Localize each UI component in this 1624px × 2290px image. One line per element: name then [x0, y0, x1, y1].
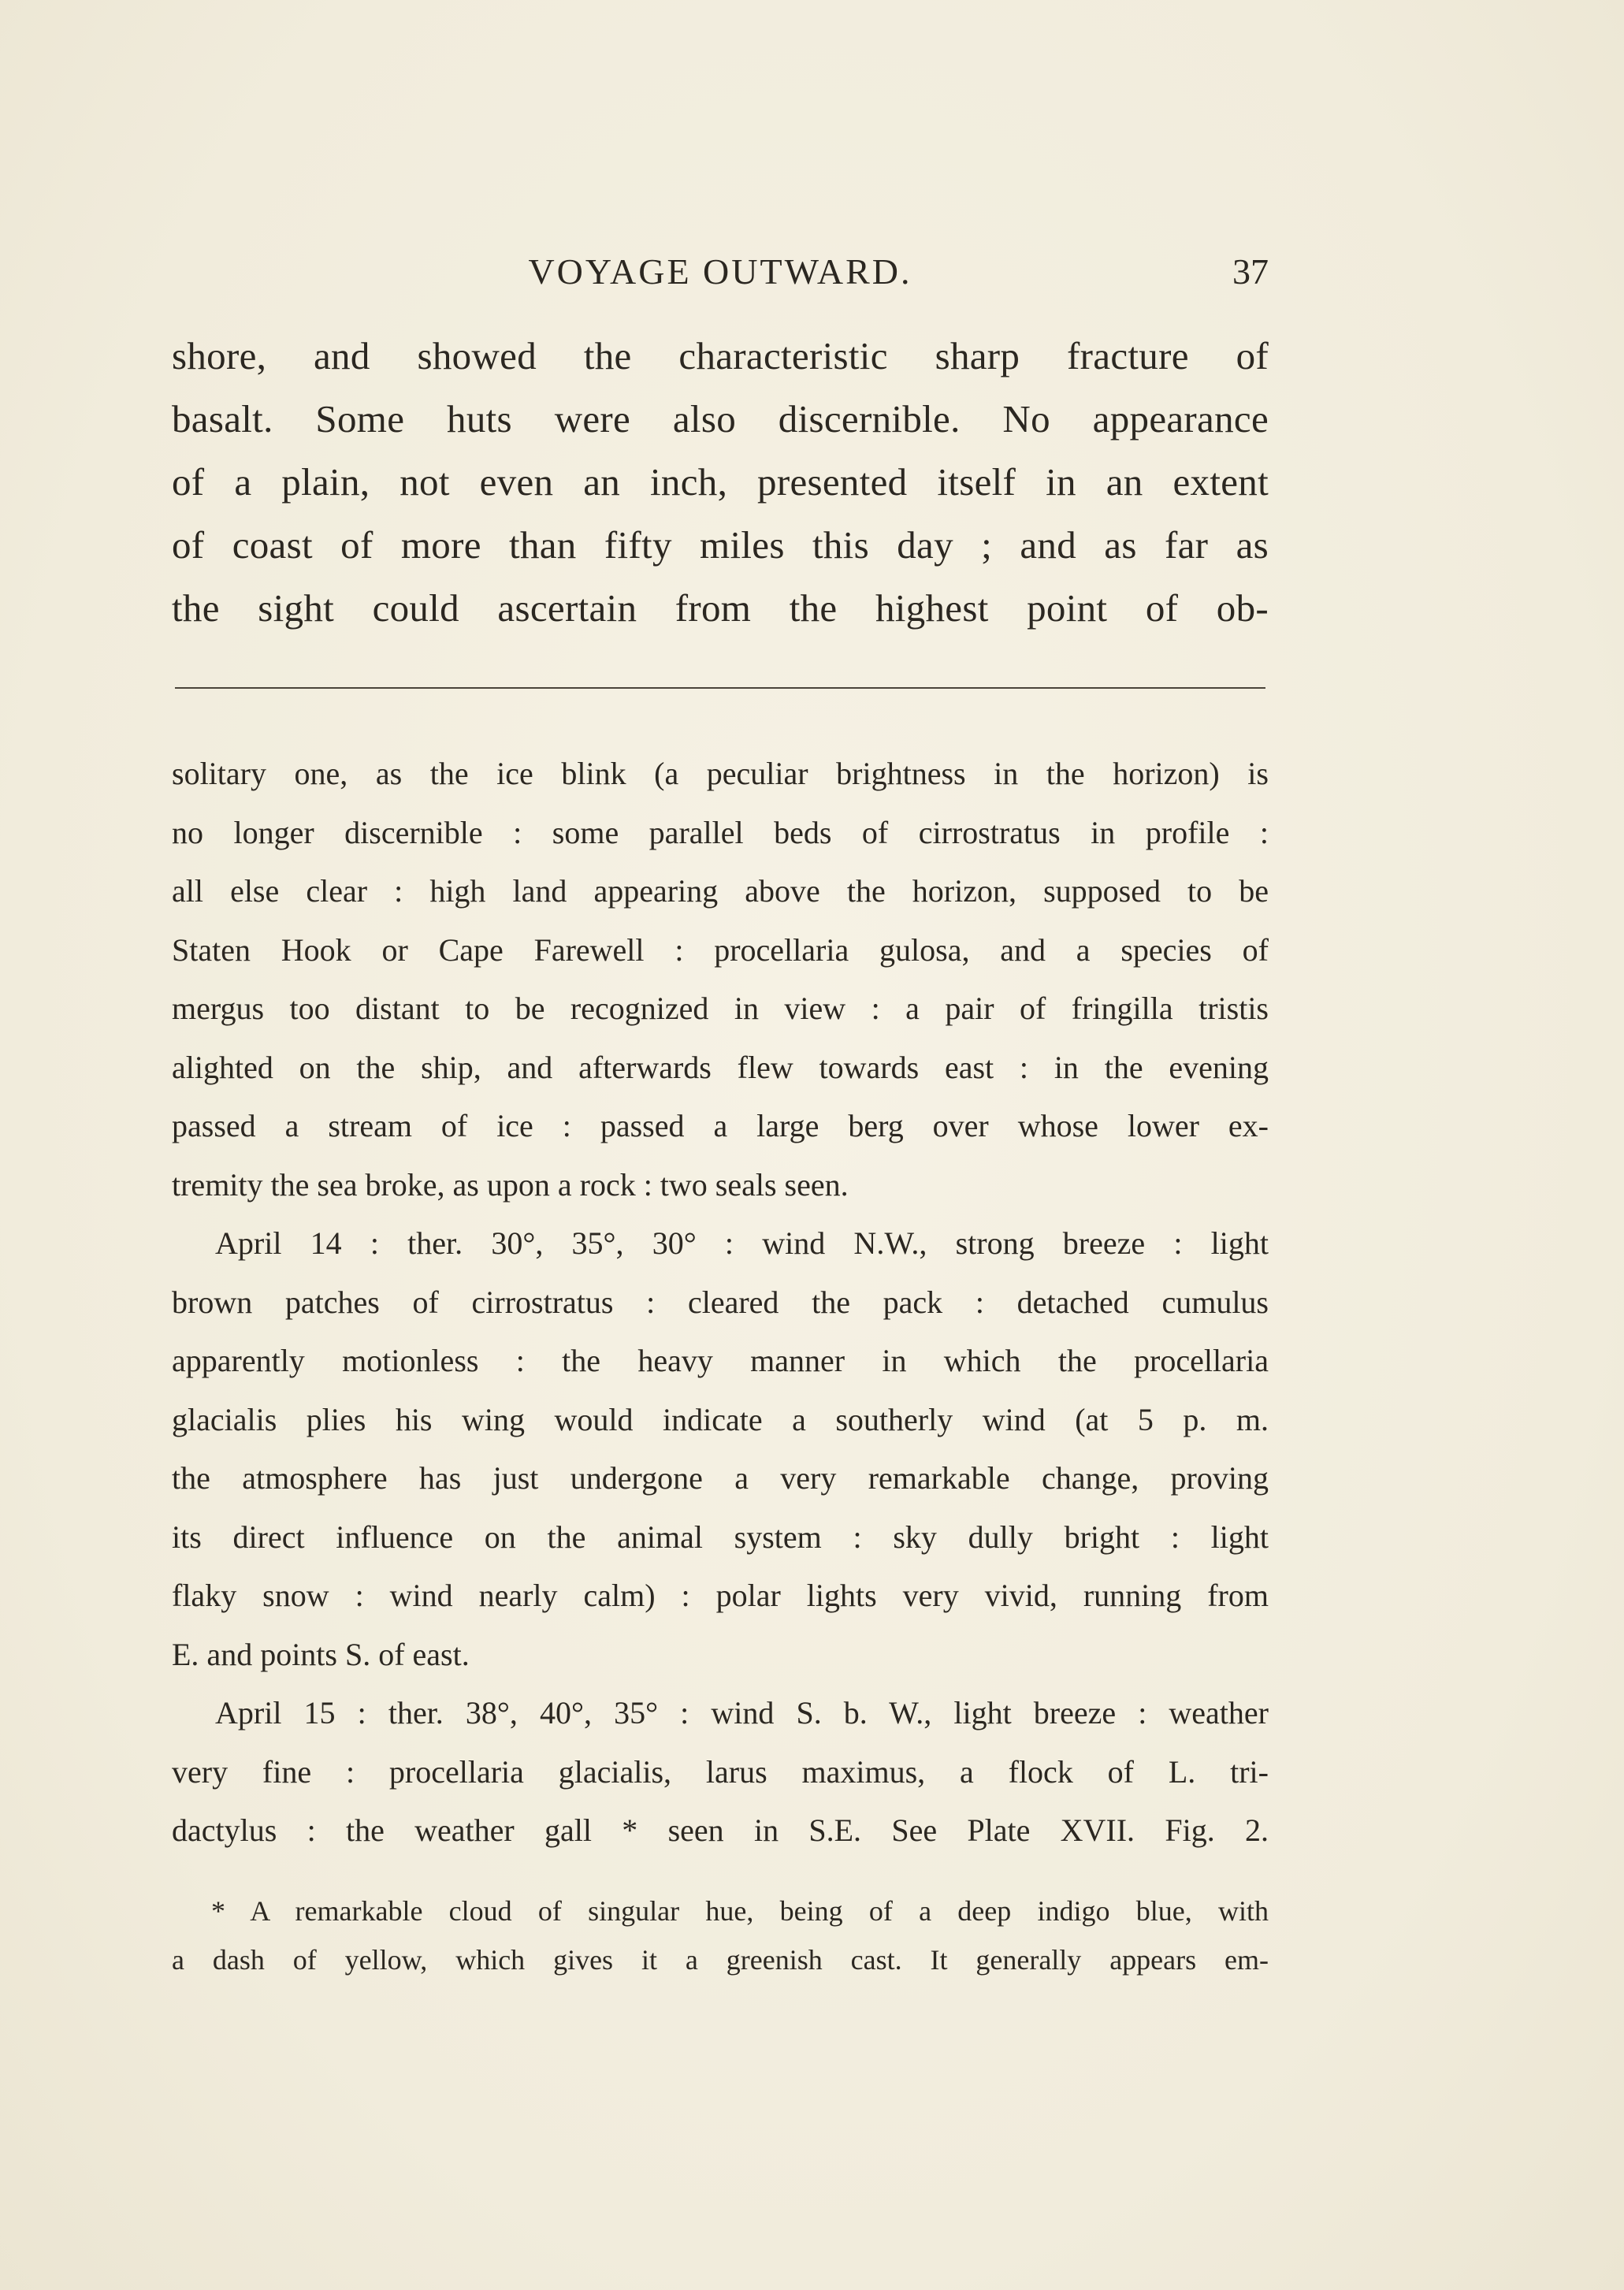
- notes-line: its direct influence on the animal system : sky dully bright : light: [172, 1519, 1269, 1555]
- footnote-line: * A remarkable cloud of singular hue, being of a deep indigo blue, with: [211, 1895, 1269, 1927]
- page-header: [172, 251, 1269, 298]
- notes-line: passed a stream of ice : passed a large berg over whose lower ex-: [172, 1108, 1269, 1143]
- notes-line: solitary one, as the ice blink (a peculiar brightness in the horizon) is: [172, 756, 1269, 791]
- notes-line-april-15: April 15 : ther. 38°, 40°, 35° : wind S. b. W., light breeze : weather: [215, 1695, 1269, 1731]
- section-divider: [175, 687, 1265, 689]
- main-text-line: shore, and showed the characteristic sharp fracture of: [172, 334, 1269, 377]
- notes-line: mergus too distant to be recognized in view : a pair of fringilla tristis: [172, 991, 1269, 1026]
- notes-line: no longer discernible : some parallel beds of cirrostratus in profile :: [172, 814, 1269, 850]
- notes-line: alighted on the ship, and afterwards flew towards east : in the evening: [172, 1049, 1269, 1085]
- main-text-line: the sight could ascertain from the highest point of ob-: [172, 586, 1269, 630]
- main-text-line: basalt. Some huts were also discernible. No appearance: [172, 397, 1269, 441]
- notes-line: E. and points S. of east.: [172, 1636, 470, 1672]
- notes-line: tremity the sea broke, as upon a rock : two seals seen.: [172, 1166, 849, 1203]
- notes-line: Staten Hook or Cape Farewell : procellaria gulosa, and a species of: [172, 931, 1269, 968]
- notes-line-april-14: April 14 : ther. 30°, 35°, 30° : wind N.W., strong breeze : light: [215, 1225, 1269, 1261]
- journal-notes-block: [172, 745, 1269, 1861]
- page-number: 37: [1232, 251, 1269, 292]
- notes-line: very fine : procellaria glacialis, larus maximus, a flock of L. tri-: [172, 1753, 1269, 1790]
- notes-line: brown patches of cirrostratus : cleared the pack : detached cumulus: [172, 1284, 1269, 1320]
- main-text-block: [172, 325, 1269, 640]
- notes-line: the atmosphere has just undergone a very remarkable change, proving: [172, 1460, 1269, 1496]
- main-text-line: of a plain, not even an inch, presented itself in an extent: [172, 460, 1269, 504]
- main-text-line: of coast of more than fifty miles this day ; and as far as: [172, 523, 1269, 567]
- footnote-line: a dash of yellow, which gives it a greenish cast. It generally appears em-: [172, 1944, 1269, 1976]
- notes-line: apparently motionless : the heavy manner in which the procellaria: [172, 1343, 1269, 1378]
- notes-line: flaky snow : wind nearly calm) : polar lights very vivid, running from: [172, 1578, 1269, 1613]
- notes-line: dactylus : the weather gall * seen in S.E. See Plate XVII. Fig. 2.: [172, 1812, 1269, 1848]
- notes-line: glacialis plies his wing would indicate a southerly wind (at 5 p. m.: [172, 1401, 1269, 1437]
- notes-line: all else clear : high land appearing above the horizon, supposed to be: [172, 873, 1269, 909]
- running-head: VOYAGE OUTWARD.: [528, 251, 912, 292]
- footnote-block: [172, 1887, 1269, 1984]
